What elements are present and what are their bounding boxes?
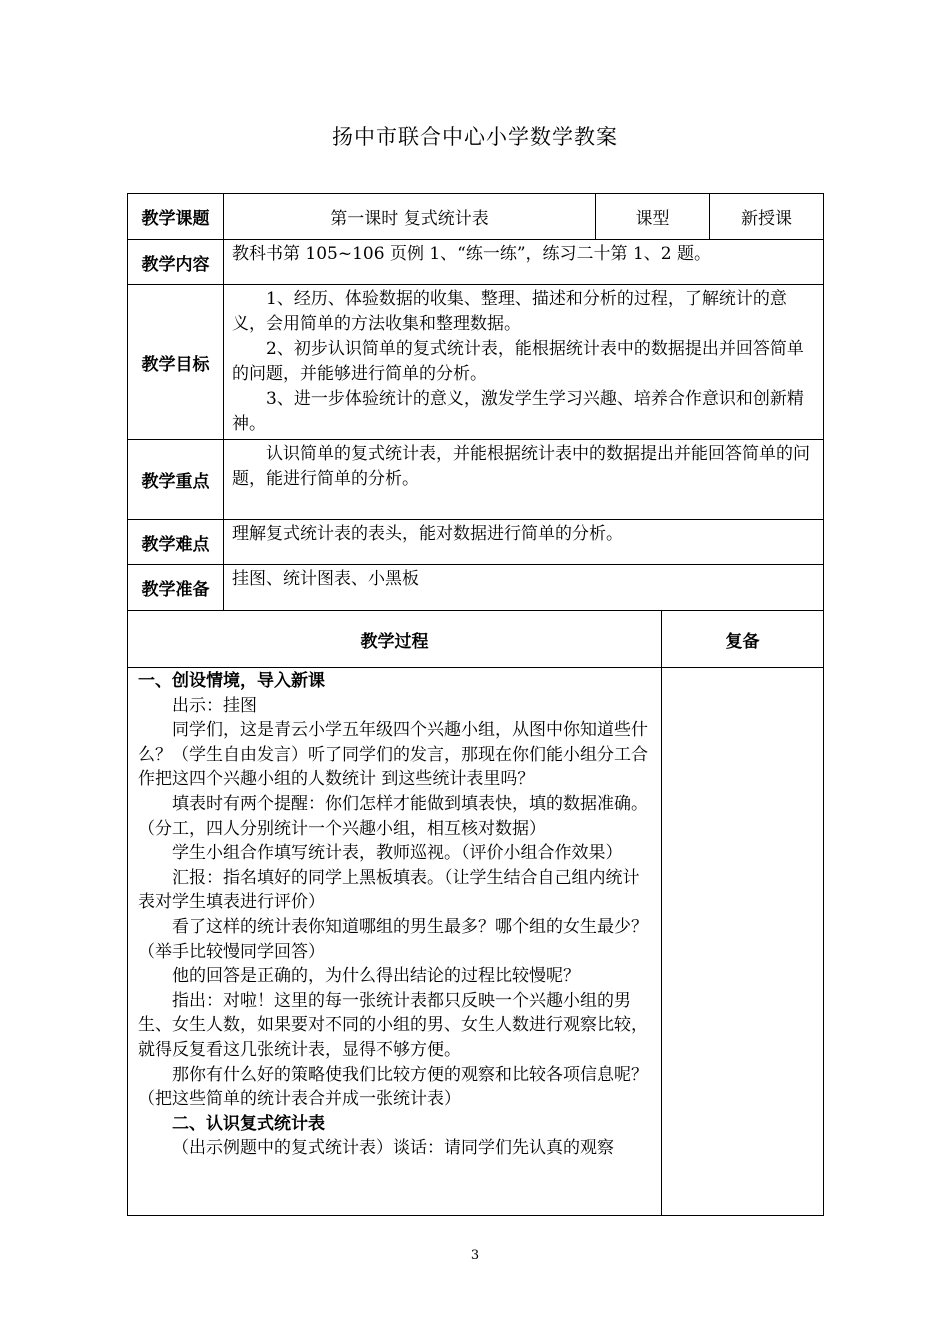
row-difficulty [128, 520, 824, 565]
content-label: 教学内容 [128, 240, 224, 285]
key-points-text: 认识简单的复式统计表，并能根据统计表中的数据提出并能回答简单的问题，能进行简单的分析。 [232, 444, 810, 489]
topic-value: 第一课时 复式统计表 [224, 194, 596, 240]
row-process-body [128, 668, 824, 1216]
objective-item: 2、初步认识简单的复式统计表，能根据统计表中的数据提出并回答简单的问题，并能够进行简单的分析。 [232, 339, 804, 384]
process-paragraph: （出示例题中的复式统计表）谈话：请同学们先认真的观察 [172, 1138, 614, 1159]
row-key-points [128, 440, 824, 520]
process-paragraph: 那你有什么好的策略使我们比较方便的观察和比较各项信息呢？（把这些简单的统计表合并成一张统计表） [138, 1064, 648, 1110]
difficulty-value: 理解复式统计表的表头，能对数据进行简单的分析。 [224, 520, 824, 565]
preparation-value: 挂图、统计图表、小黑板 [224, 565, 824, 611]
row-process-header [128, 611, 824, 668]
process-section-heading: 二、认识复式统计表 [172, 1113, 325, 1134]
row-topic [128, 194, 824, 240]
page-number: 3 [470, 1248, 480, 1263]
key-points-label: 教学重点 [128, 440, 224, 520]
objectives-label: 教学目标 [128, 285, 224, 440]
process-paragraph: 同学们，这是青云小学五年级四个兴趣小组，从图中你知道些什么？（学生自由发言）听了同学们的发言，那现在你们能小组分工合作把这四个兴趣小组的人数统计 到这些统计表里吗？ [138, 720, 648, 790]
process-section-heading: 一、创设情境，导入新课 [138, 671, 325, 691]
process-paragraph: 填表时有两个提醒：你们怎样才能做到填表快，填的数据准确。（分工，四人分别统计一个兴趣小组，相互核对数据） [138, 793, 648, 839]
type-label: 课型 [596, 194, 710, 240]
process-body [128, 668, 662, 1216]
lesson-plan-table [127, 193, 824, 1216]
type-value: 新授课 [710, 194, 824, 240]
row-preparation [128, 565, 824, 611]
objectives-value [224, 285, 824, 440]
process-paragraph: 看了这样的统计表你知道哪组的男生最多？哪个组的女生最少？（举手比较慢同学回答） [138, 916, 648, 962]
process-header: 教学过程 [128, 611, 662, 668]
row-objectives [128, 285, 824, 440]
objective-item: 1、经历、体验数据的收集、整理、描述和分析的过程，了解统计的意义，会用简单的方法收集和整理数据。 [232, 289, 787, 334]
process-paragraph: 汇报：指名填好的同学上黑板填表。（让学生结合自己组内统计表对学生填表进行评价） [138, 867, 640, 913]
process-paragraph: 出示：挂图 [172, 695, 257, 716]
topic-label: 教学课题 [128, 194, 224, 240]
page-title: 扬中市联合中心小学数学教案 [332, 125, 618, 149]
review-body [662, 668, 824, 1216]
content-value: 教科书第 105~106 页例 1、“练一练”，练习二十第 1、2 题。 [224, 240, 824, 285]
process-paragraph: 指出：对啦！这里的每一张统计表都只反映一个兴趣小组的男生、女生人数，如果要对不同的小组的男、女生人数进行观察比较，就得反复看这几张统计表，显得不够方便。 [138, 990, 648, 1060]
process-paragraph: 他的回答是正确的，为什么得出结论的过程比较慢呢？ [172, 966, 580, 987]
process-paragraph: 学生小组合作填写统计表，教师巡视。（评价小组合作效果） [172, 843, 623, 864]
review-header: 复备 [662, 611, 824, 668]
preparation-label: 教学准备 [128, 565, 224, 611]
difficulty-label: 教学难点 [128, 520, 224, 565]
objective-item: 3、进一步体验统计的意义，激发学生学习兴趣、培养合作意识和创新精神。 [232, 389, 804, 434]
row-content [128, 240, 824, 285]
key-points-value [224, 440, 824, 520]
